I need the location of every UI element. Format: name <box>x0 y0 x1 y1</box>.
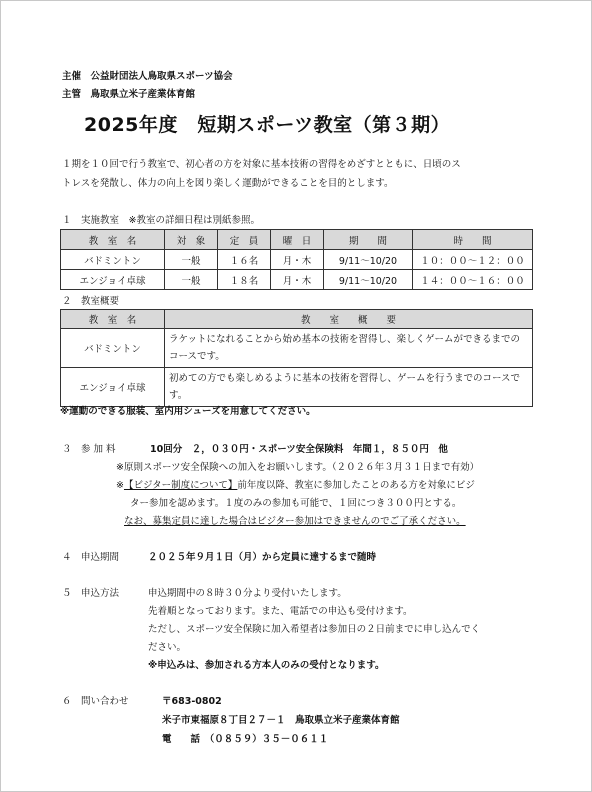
section1-heading: １ 実施教室 ※教室の詳細日程は別紙参照。 <box>62 215 260 226</box>
overview-header: 教 室 名 <box>61 310 165 329</box>
postal-code: 〒683-0802 <box>162 696 222 707</box>
manager: 主管 鳥取県立米子産業体育館 <box>62 89 196 100</box>
time-cell: １０：００～１２：００ <box>413 250 533 270</box>
method-line-5: ※申込みは、参加される方本人のみの受付となります。 <box>148 660 385 671</box>
application-period-value: ２０２５年９月１日（月）から定員に達するまで随時 <box>148 552 377 563</box>
schedule-header: 時 間 <box>413 230 533 250</box>
visitor-note-line-1 <box>116 477 475 491</box>
note-mark: ※ <box>116 480 124 491</box>
page-title: 2025年度 短期スポーツ教室（第３期） <box>84 114 451 136</box>
weekday-cell: 月・木 <box>271 270 324 290</box>
target-cell: 一般 <box>165 270 218 290</box>
target-cell: 一般 <box>165 250 218 270</box>
capacity-cell: １６名 <box>218 250 271 270</box>
table-row <box>61 250 533 270</box>
period-cell: 9/11～10/20 <box>324 250 413 270</box>
schedule-header: 対 象 <box>165 230 218 250</box>
schedule-header: 定 員 <box>218 230 271 250</box>
application-period-label: ４ 申込期間 <box>62 552 120 563</box>
schedule-header: 期 間 <box>324 230 413 250</box>
weekday-cell: 月・木 <box>271 250 324 270</box>
time-cell: １４：００～１６：００ <box>413 270 533 290</box>
fee-label: ３ 参 加 料 <box>62 444 116 455</box>
overview-header: 教 室 概 要 <box>165 310 533 329</box>
class-name-cell: エンジョイ卓球 <box>61 270 165 290</box>
schedule-header: 曜 日 <box>271 230 324 250</box>
method-line-2: 先着順となっております。また、電話での申込も受付けます。 <box>148 606 413 617</box>
description-cell: ラケットになれることから始め基本の技術を習得し、楽しくゲームができるまでのコースです。 <box>165 329 533 368</box>
schedule-header: 教 室 名 <box>61 230 165 250</box>
capacity-note: なお、募集定員に達した場合はビジター参加はできませんのでご了承ください。 <box>124 516 466 527</box>
schedule-header-row <box>61 230 533 250</box>
contact-label: ６ 問い合わせ <box>62 696 129 707</box>
phone: 電 話 （０８５９）３５－０６１１ <box>162 734 329 745</box>
overview-table <box>60 309 533 407</box>
fee-value: 10回分 ２，０３０円・スポーツ安全保険料 年間１，８５０円 他 <box>150 444 448 455</box>
table-row <box>61 329 533 368</box>
method-line-3: ただし、スポーツ安全保険に加入希望者は参加日の２日前までに申し込んでく <box>148 624 481 635</box>
intro-line-1: １期を１０回で行う教室で、初心者の方を対象に基本技術の習得をめざすとともに、日頃のス <box>62 159 461 170</box>
visitor-note-text: 前年度以降、教室に参加したことのある方を対象にビジ <box>237 480 475 491</box>
schedule-table <box>60 229 533 290</box>
method-line-4: ださい。 <box>148 642 187 653</box>
application-method-label: ５ 申込方法 <box>62 588 120 599</box>
capacity-cell: １８名 <box>218 270 271 290</box>
period-cell: 9/11～10/20 <box>324 270 413 290</box>
clothing-note: ※運動のできる服装、室内用シューズを用意してください。 <box>60 406 316 417</box>
visitor-system-link: 【ビジター制度について】 <box>123 480 238 491</box>
class-name-cell: エンジョイ卓球 <box>61 368 165 407</box>
intro-line-2: トレスを発散し、体力の向上を図り楽しく運動ができることを目的とします。 <box>62 178 394 189</box>
table-row <box>61 270 533 290</box>
insurance-note: ※原則スポーツ安全保険への加入をお願いします。（２０２６年３月３１日まで有効） <box>116 462 480 473</box>
table-row <box>61 368 533 407</box>
description-cell: 初めての方でも楽しめるように基本の技術を習得し、ゲームを行うまでのコースです。 <box>165 368 533 407</box>
address: 米子市東福原８丁目２７－１ 鳥取県立米子産業体育館 <box>162 715 400 726</box>
class-name-cell: バドミントン <box>61 329 165 368</box>
section2-heading: ２ 教室概要 <box>62 296 120 307</box>
overview-header-row <box>61 310 533 329</box>
class-name-cell: バドミントン <box>61 250 165 270</box>
visitor-note-line-2: ター参加を認めます。１度のみの参加も可能で、１回につき３００円とする。 <box>130 498 462 509</box>
organizer: 主催 公益財団法人鳥取県スポーツ協会 <box>62 71 233 82</box>
method-line-1: 申込期間中の８時３０分より受付いたします。 <box>148 588 347 599</box>
